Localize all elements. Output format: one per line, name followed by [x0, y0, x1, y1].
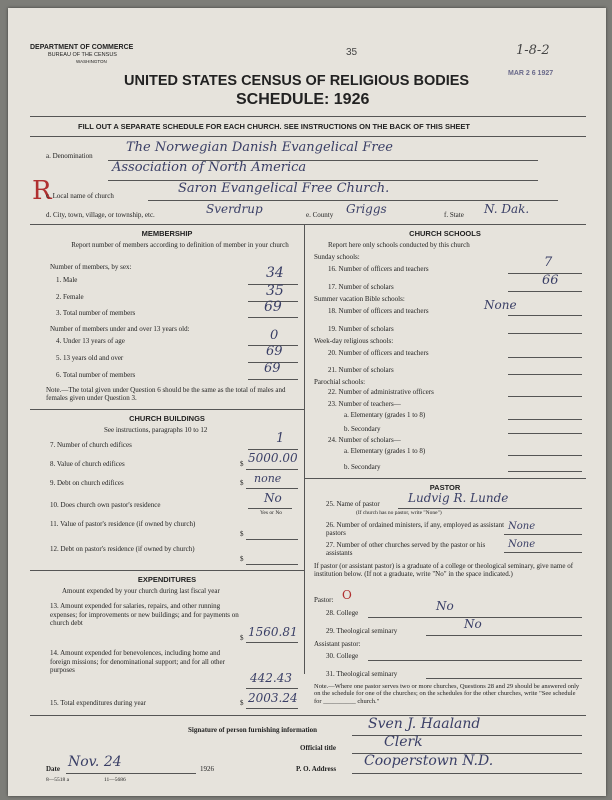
q15-value: 2003.24: [248, 691, 298, 705]
form-schedule: SCHEDULE: 1926: [236, 91, 370, 108]
fill-line: [148, 200, 558, 201]
q23-label: 23. Number of teachers—: [328, 400, 401, 408]
fill-line: [246, 488, 298, 489]
pastor-mark: O: [342, 588, 352, 602]
fill-line: [246, 708, 298, 709]
city-label: WASHINGTON: [76, 59, 107, 64]
q10-label: 10. Does church own pastor's residence: [50, 501, 161, 509]
county-value: Griggs: [346, 202, 387, 216]
dollar-sign: $: [240, 460, 244, 468]
q7-label: 7. Number of church edifices: [50, 441, 132, 449]
expenditures-heading: EXPENDITURES: [137, 575, 197, 584]
q1-label: 1. Male: [56, 276, 78, 284]
fill-line: [248, 317, 298, 318]
pastor-heading: PASTOR: [429, 483, 461, 492]
signature-label: Signature of person furnishing information: [188, 726, 317, 734]
q21-label: 21. Number of scholars: [328, 366, 394, 374]
q14-label: 14. Amount expended for benevolences, including home and foreign missions; for denominational support; and for all other purposes: [50, 649, 225, 675]
q18-value: None: [484, 298, 517, 312]
denomination-value-line1: The Norwegian Danish Evangelical Free: [126, 140, 393, 155]
membership-heading: MEMBERSHIP: [141, 229, 193, 238]
fill-line: [508, 433, 582, 434]
q23b-label: b. Secondary: [344, 425, 381, 433]
fill-line: [426, 678, 582, 679]
fill-line: [66, 773, 196, 774]
q17-label: 17. Number of scholars: [328, 283, 394, 291]
q25-value: Ludvig R. Lunde: [408, 491, 509, 505]
fill-line: [504, 534, 582, 535]
year-value: 1926: [200, 765, 214, 773]
by-sex-label: Number of members, by sex:: [50, 263, 132, 271]
official-title-label: Official title: [300, 744, 336, 752]
q20-label: 20. Number of officers and teachers: [328, 349, 429, 357]
official-title-value: Clerk: [384, 734, 423, 750]
q26-value: None: [508, 521, 536, 532]
q27-value: None: [508, 539, 536, 550]
q18-label: 18. Number of officers and teachers: [328, 307, 429, 315]
fill-line: [246, 469, 298, 470]
q29-value: No: [464, 617, 482, 631]
q27-label: 27. Number of other churches served by the pastor or his assistants: [326, 541, 486, 558]
q16-value: 7: [544, 255, 553, 270]
q25-label: 25. Name of pastor: [326, 500, 380, 508]
dollar-sign: $: [240, 699, 244, 707]
fill-line: [508, 396, 582, 397]
q9-label: 9. Debt on church edifices: [50, 479, 124, 487]
signature-value: Sven J. Haaland: [368, 716, 481, 732]
divider: [30, 715, 586, 716]
po-address-value: Cooperstown N.D.: [364, 753, 494, 769]
buildings-heading: CHURCH BUILDINGS: [129, 414, 205, 423]
buildings-sub: See instructions, paragraphs 10 to 12: [104, 426, 208, 434]
dollar-sign: $: [240, 555, 244, 563]
q5-value: 69: [266, 344, 283, 359]
fill-line: [246, 642, 298, 643]
q16-label: 16. Number of officers and teachers: [328, 265, 429, 273]
q26-label: 26. Number of ordained ministers, if any, employed as assistant pastors: [326, 521, 505, 538]
q19-label: 19. Number of scholars: [328, 325, 394, 333]
divider: [30, 409, 304, 410]
q29-label: 29. Theological seminary: [326, 627, 398, 635]
fill-line: [248, 379, 298, 380]
census-schedule-page: [8, 8, 606, 796]
q1-value: 34: [266, 265, 284, 281]
divider: [30, 116, 586, 117]
q4-label: 4. Under 13 years of age: [56, 337, 125, 345]
dollar-sign: $: [240, 530, 244, 538]
fill-line: [352, 773, 582, 774]
local-name-label: c. Local name of church: [46, 192, 114, 200]
separate-schedule-instruction: FILL OUT A SEPARATE SCHEDULE FOR EACH CHURCH. SEE INSTRUCTIONS ON THE BACK OF THIS SHEET: [78, 122, 470, 131]
fill-line: [246, 688, 298, 689]
membership-intro: Report number of members according to definition of member in your church: [71, 241, 289, 249]
q24b-label: b. Secondary: [344, 463, 381, 471]
q2-value: 35: [266, 283, 284, 299]
divider: [30, 136, 586, 137]
q23a-label: a. Elementary (grades 1 to 8): [344, 411, 426, 419]
yes-no-hint: Yes or No: [260, 510, 283, 516]
fill-line: [508, 419, 582, 420]
q25-note: (If church has no pastor, write "None"): [356, 510, 442, 516]
dollar-sign: $: [240, 479, 244, 487]
fill-line: [508, 374, 582, 375]
q14-value: 442.43: [250, 671, 292, 685]
city-label: d. City, town, village, or township, etc.: [46, 211, 155, 219]
city-value: Sverdrup: [206, 202, 263, 216]
expenditures-sub: Amount expended by your church during last fiscal year: [62, 587, 220, 595]
sunday-label: Sunday schools:: [314, 253, 360, 261]
fill-line: [508, 333, 582, 334]
fill-line: [398, 508, 582, 509]
q22-label: 22. Number of administrative officers: [328, 388, 434, 396]
parochial-label: Parochial schools:: [314, 378, 366, 386]
schedule-number: 35: [346, 47, 358, 58]
q7-value: 1: [276, 431, 285, 446]
fill-line: [246, 564, 298, 565]
county-label: e. County: [306, 211, 334, 219]
fill-line: [248, 508, 292, 509]
schools-intro: Report here only schools conducted by this church: [328, 241, 470, 249]
summer-label: Summer vacation Bible schools:: [314, 295, 405, 303]
membership-note: Note.—The total given under Question 6 should be the same as the total of males and females given under Question 3.: [46, 386, 286, 403]
pastor-sublabel: Pastor:: [314, 596, 334, 604]
q24a-label: a. Elementary (grades 1 to 8): [344, 447, 426, 455]
fill-line: [426, 635, 582, 636]
denomination-value-line2: Association of North America: [112, 160, 307, 175]
assistant-label: Assistant pastor:: [314, 640, 361, 648]
form-title: UNITED STATES CENSUS OF RELIGIOUS BODIES: [124, 73, 470, 89]
q10-value: No: [264, 491, 282, 505]
local-name-value: Saron Evangelical Free Church.: [178, 181, 390, 196]
print-code-1: 8—5518 a: [46, 777, 70, 783]
q13-label: 13. Amount expended for salaries, repairs, and other running expenses; for improvements or new buildings; and for payments on church debt: [50, 602, 239, 628]
q8-value: 5000.00: [248, 451, 298, 465]
schools-heading: CHURCH SCHOOLS: [409, 229, 481, 238]
q11-label: 11. Value of pastor's residence (if owned by church): [50, 520, 196, 528]
column-divider: [304, 224, 305, 674]
state-value: N. Dak.: [484, 202, 530, 216]
q15-label: 15. Total expenditures during year: [50, 699, 146, 707]
q28-value: No: [436, 599, 454, 613]
divider: [304, 478, 586, 479]
age-label: Number of members under and over 13 years old:: [50, 325, 190, 333]
q3-label: 3. Total number of members: [56, 309, 136, 317]
fill-line: [246, 539, 298, 540]
fill-line: [508, 291, 582, 292]
q4-value: 0: [270, 328, 279, 343]
po-address-label: P. O. Address: [296, 765, 337, 773]
dollar-sign: $: [240, 634, 244, 642]
denomination-label: a. Denomination: [46, 152, 93, 160]
date-label: Date: [46, 765, 60, 773]
q5-label: 5. 13 years old and over: [56, 354, 124, 362]
q17-value: 66: [542, 273, 559, 288]
divider: [30, 570, 304, 571]
pastor-note: Note.—Where one pastor serves two or more churches, Questions 28 and 29 should be answered only on the schedule for one of the churches; on the schedules for the other churches, write "See schedule for __________ church.": [314, 683, 580, 705]
fill-line: [508, 357, 582, 358]
bureau-label: BUREAU OF THE CENSUS: [48, 52, 117, 58]
weekday-label: Week-day religious schools:: [314, 337, 394, 345]
q9-value: none: [254, 472, 282, 485]
q28-label: 28. College: [326, 609, 359, 617]
q2-label: 2. Female: [56, 293, 84, 301]
dept-label: DEPARTMENT OF COMMERCE: [30, 44, 134, 51]
date-value: Nov. 24: [68, 754, 122, 770]
margin-mark-r: R: [32, 176, 52, 206]
q8-label: 8. Value of church edifices: [50, 460, 125, 468]
fill-line: [248, 449, 298, 450]
q30-label: 30. College: [326, 652, 359, 660]
fill-line: [504, 552, 582, 553]
divider: [30, 224, 586, 225]
q13-value: 1560.81: [248, 625, 298, 639]
fill-line: [508, 471, 582, 472]
fill-line: [508, 315, 582, 316]
q12-label: 12. Debt on pastor's residence (if owned by church): [50, 545, 195, 553]
fill-line: [368, 660, 582, 661]
graduate-note: If pastor (or assistant pastor) is a graduate of a college or theological seminary, give name of institution below. (If not a graduate, write "No" in the space indicated.): [314, 562, 574, 579]
q3-value: 69: [264, 299, 282, 315]
handwritten-note: 1-8-2: [516, 43, 550, 58]
q24-label: 24. Number of scholars—: [328, 436, 401, 444]
q31-label: 31. Theological seminary: [326, 670, 398, 678]
state-label: f. State: [444, 211, 464, 219]
fill-line: [508, 455, 582, 456]
received-date-stamp: MAR 2 6 1927: [508, 70, 554, 77]
q6-label: 6. Total number of members: [56, 371, 136, 379]
q6-value: 69: [264, 361, 281, 376]
print-code-2: 11—5686: [104, 777, 126, 783]
